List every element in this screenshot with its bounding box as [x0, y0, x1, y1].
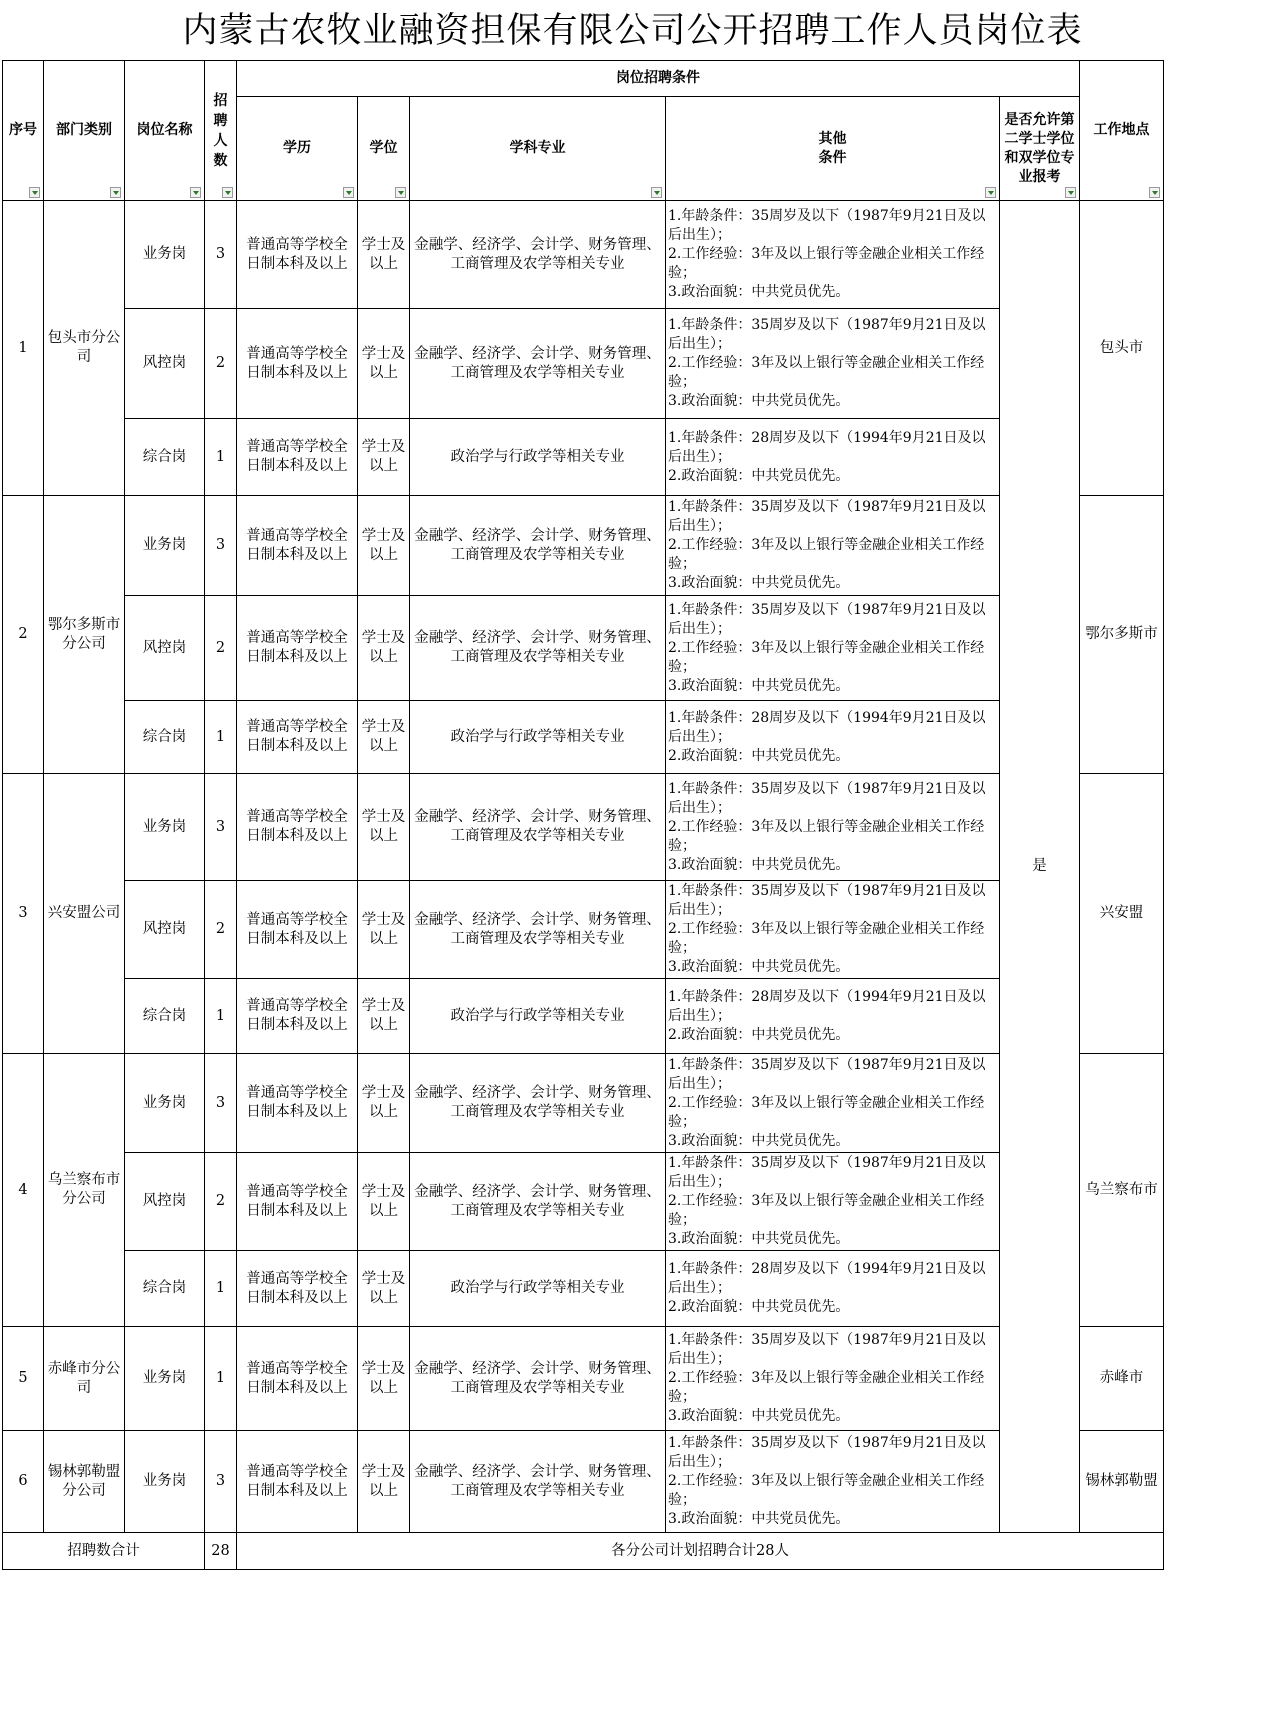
major-cell: 政治学与行政学等相关专业 — [410, 1251, 666, 1327]
location-cell: 乌兰察布市 — [1080, 1054, 1164, 1327]
filter-dropdown-icon[interactable] — [985, 187, 996, 198]
total-count: 28 — [205, 1533, 237, 1570]
major-cell: 金融学、经济学、会计学、财务管理、工商管理及农学等相关专业 — [410, 596, 666, 701]
major-cell: 金融学、经济学、会计学、财务管理、工商管理及农学等相关专业 — [410, 309, 666, 419]
header-dept: 部门类别 — [44, 61, 125, 201]
filter-dropdown-icon[interactable] — [222, 187, 233, 198]
header-conditions: 岗位招聘条件 — [237, 61, 1080, 97]
count-cell: 3 — [205, 496, 237, 596]
filter-dropdown-icon[interactable] — [190, 187, 201, 198]
recruitment-table — [2, 60, 1164, 1570]
major-cell: 金融学、经济学、会计学、财务管理、工商管理及农学等相关专业 — [410, 881, 666, 979]
education-cell: 普通高等学校全日制本科及以上 — [237, 1153, 358, 1251]
location-cell: 包头市 — [1080, 201, 1164, 496]
education-cell: 普通高等学校全日制本科及以上 — [237, 774, 358, 881]
count-cell: 2 — [205, 1153, 237, 1251]
filter-dropdown-icon[interactable] — [110, 187, 121, 198]
location-cell: 鄂尔多斯市 — [1080, 496, 1164, 774]
filter-dropdown-icon[interactable] — [1149, 187, 1160, 198]
table-row — [3, 1327, 1164, 1431]
education-cell: 普通高等学校全日制本科及以上 — [237, 1431, 358, 1533]
conditions-cell: 1.年龄条件：35周岁及以下（1987年9月21日及以后出生）； 2.工作经验：3年及以上银行等金融企业相关工作经验； 3.政治面貌：中共党员优先。 — [666, 1327, 1000, 1431]
post-cell: 业务岗 — [125, 774, 205, 881]
count-cell: 3 — [205, 774, 237, 881]
education-cell: 普通高等学校全日制本科及以上 — [237, 979, 358, 1054]
conditions-cell: 1.年龄条件：35周岁及以下（1987年9月21日及以后出生）； 2.工作经验：3年及以上银行等金融企业相关工作经验； 3.政治面貌：中共党员优先。 — [666, 1153, 1000, 1251]
major-cell: 政治学与行政学等相关专业 — [410, 419, 666, 496]
conditions-cell: 1.年龄条件：35周岁及以下（1987年9月21日及以后出生）； 2.工作经验：3年及以上银行等金融企业相关工作经验； 3.政治面貌：中共党员优先。 — [666, 1431, 1000, 1533]
post-cell: 业务岗 — [125, 1327, 205, 1431]
post-cell: 综合岗 — [125, 701, 205, 774]
count-cell: 1 — [205, 1327, 237, 1431]
degree-cell: 学士及以上 — [358, 1327, 410, 1431]
post-cell: 业务岗 — [125, 496, 205, 596]
degree-cell: 学士及以上 — [358, 1054, 410, 1153]
major-cell: 政治学与行政学等相关专业 — [410, 979, 666, 1054]
table-row — [3, 496, 1164, 596]
post-cell: 业务岗 — [125, 1054, 205, 1153]
degree-cell: 学士及以上 — [358, 774, 410, 881]
degree-cell: 学士及以上 — [358, 1431, 410, 1533]
dept-cell: 赤峰市分公司 — [44, 1327, 125, 1431]
seq-cell: 1 — [3, 201, 44, 496]
filter-dropdown-icon[interactable] — [1065, 187, 1076, 198]
count-cell: 2 — [205, 596, 237, 701]
header-seq: 序号 — [3, 61, 44, 201]
education-cell: 普通高等学校全日制本科及以上 — [237, 1054, 358, 1153]
count-cell: 3 — [205, 1431, 237, 1533]
dept-cell: 兴安盟公司 — [44, 774, 125, 1054]
dept-cell: 乌兰察布市分公司 — [44, 1054, 125, 1327]
header-location: 工作地点 — [1080, 61, 1164, 201]
education-cell: 普通高等学校全日制本科及以上 — [237, 496, 358, 596]
degree-cell: 学士及以上 — [358, 881, 410, 979]
degree-cell: 学士及以上 — [358, 701, 410, 774]
seq-cell: 4 — [3, 1054, 44, 1327]
education-cell: 普通高等学校全日制本科及以上 — [237, 309, 358, 419]
education-cell: 普通高等学校全日制本科及以上 — [237, 701, 358, 774]
count-cell: 3 — [205, 1054, 237, 1153]
education-cell: 普通高等学校全日制本科及以上 — [237, 1327, 358, 1431]
degree-cell: 学士及以上 — [358, 419, 410, 496]
table-row — [3, 701, 1164, 774]
degree-cell: 学士及以上 — [358, 309, 410, 419]
header-post: 岗位名称 — [125, 61, 205, 201]
major-cell: 金融学、经济学、会计学、财务管理、工商管理及农学等相关专业 — [410, 201, 666, 309]
conditions-cell: 1.年龄条件：28周岁及以下（1994年9月21日及以后出生）； 2.政治面貌：中共党员优先。 — [666, 419, 1000, 496]
filter-dropdown-icon[interactable] — [343, 187, 354, 198]
second-degree-cell: 是 — [1000, 201, 1080, 1533]
table-row — [3, 1251, 1164, 1327]
table-row — [3, 881, 1164, 979]
seq-cell: 5 — [3, 1327, 44, 1431]
total-note: 各分公司计划招聘合计28人 — [237, 1533, 1164, 1570]
seq-cell: 3 — [3, 774, 44, 1054]
conditions-cell: 1.年龄条件：35周岁及以下（1987年9月21日及以后出生）； 2.工作经验：3年及以上银行等金融企业相关工作经验； 3.政治面貌：中共党员优先。 — [666, 309, 1000, 419]
degree-cell: 学士及以上 — [358, 979, 410, 1054]
table-row — [3, 774, 1164, 881]
table-row — [3, 596, 1164, 701]
conditions-cell: 1.年龄条件：35周岁及以下（1987年9月21日及以后出生）； 2.工作经验：3年及以上银行等金融企业相关工作经验； 3.政治面貌：中共党员优先。 — [666, 774, 1000, 881]
total-label: 招聘数合计 — [3, 1533, 205, 1570]
education-cell: 普通高等学校全日制本科及以上 — [237, 881, 358, 979]
count-cell: 3 — [205, 201, 237, 309]
table-row — [3, 1153, 1164, 1251]
header-other: 其他 条件 — [666, 97, 1000, 201]
seq-cell: 6 — [3, 1431, 44, 1533]
dept-cell: 锡林郭勒盟分公司 — [44, 1431, 125, 1533]
table-row — [3, 201, 1164, 309]
education-cell: 普通高等学校全日制本科及以上 — [237, 1251, 358, 1327]
dept-cell: 鄂尔多斯市分公司 — [44, 496, 125, 774]
conditions-cell: 1.年龄条件：35周岁及以下（1987年9月21日及以后出生）； 2.工作经验：3年及以上银行等金融企业相关工作经验； 3.政治面貌：中共党员优先。 — [666, 881, 1000, 979]
count-cell: 1 — [205, 419, 237, 496]
seq-cell: 2 — [3, 496, 44, 774]
location-cell: 赤峰市 — [1080, 1327, 1164, 1431]
degree-cell: 学士及以上 — [358, 1153, 410, 1251]
table-row — [3, 1431, 1164, 1533]
degree-cell: 学士及以上 — [358, 1251, 410, 1327]
filter-dropdown-icon[interactable] — [651, 187, 662, 198]
conditions-cell: 1.年龄条件：35周岁及以下（1987年9月21日及以后出生）； 2.工作经验：3年及以上银行等金融企业相关工作经验； 3.政治面貌：中共党员优先。 — [666, 201, 1000, 309]
location-cell: 兴安盟 — [1080, 774, 1164, 1054]
conditions-cell: 1.年龄条件：28周岁及以下（1994年9月21日及以后出生）； 2.政治面貌：中共党员优先。 — [666, 1251, 1000, 1327]
header-major: 学科专业 — [410, 97, 666, 201]
major-cell: 金融学、经济学、会计学、财务管理、工商管理及农学等相关专业 — [410, 774, 666, 881]
conditions-cell: 1.年龄条件：28周岁及以下（1994年9月21日及以后出生）； 2.政治面貌：中共党员优先。 — [666, 701, 1000, 774]
post-cell: 风控岗 — [125, 596, 205, 701]
page-title: 内蒙古农牧业融资担保有限公司公开招聘工作人员岗位表 — [182, 11, 1083, 51]
table-row — [3, 979, 1164, 1054]
conditions-cell: 1.年龄条件：35周岁及以下（1987年9月21日及以后出生）； 2.工作经验：3年及以上银行等金融企业相关工作经验； 3.政治面貌：中共党员优先。 — [666, 1054, 1000, 1153]
location-cell: 锡林郭勒盟 — [1080, 1431, 1164, 1533]
post-cell: 综合岗 — [125, 979, 205, 1054]
dept-cell: 包头市分公司 — [44, 201, 125, 496]
degree-cell: 学士及以上 — [358, 596, 410, 701]
degree-cell: 学士及以上 — [358, 201, 410, 309]
post-cell: 风控岗 — [125, 881, 205, 979]
header-second-degree: 是否允许第二学士学位和双学位专业报考 — [1000, 97, 1080, 201]
education-cell: 普通高等学校全日制本科及以上 — [237, 201, 358, 309]
degree-cell: 学士及以上 — [358, 496, 410, 596]
count-cell: 1 — [205, 1251, 237, 1327]
education-cell: 普通高等学校全日制本科及以上 — [237, 419, 358, 496]
post-cell: 综合岗 — [125, 419, 205, 496]
major-cell: 金融学、经济学、会计学、财务管理、工商管理及农学等相关专业 — [410, 1431, 666, 1533]
conditions-cell: 1.年龄条件：28周岁及以下（1994年9月21日及以后出生）； 2.政治面貌：中共党员优先。 — [666, 979, 1000, 1054]
count-cell: 1 — [205, 701, 237, 774]
major-cell: 金融学、经济学、会计学、财务管理、工商管理及农学等相关专业 — [410, 1054, 666, 1153]
post-cell: 业务岗 — [125, 1431, 205, 1533]
table-row — [3, 1054, 1164, 1153]
conditions-cell: 1.年龄条件：35周岁及以下（1987年9月21日及以后出生）； 2.工作经验：3年及以上银行等金融企业相关工作经验； 3.政治面貌：中共党员优先。 — [666, 596, 1000, 701]
count-cell: 1 — [205, 979, 237, 1054]
header-education: 学历 — [237, 97, 358, 201]
filter-dropdown-icon[interactable] — [29, 187, 40, 198]
table-row — [3, 419, 1164, 496]
post-cell: 风控岗 — [125, 309, 205, 419]
post-cell: 综合岗 — [125, 1251, 205, 1327]
header-count: 招聘人数 — [205, 61, 237, 201]
education-cell: 普通高等学校全日制本科及以上 — [237, 596, 358, 701]
conditions-cell: 1.年龄条件：35周岁及以下（1987年9月21日及以后出生）； 2.工作经验：3年及以上银行等金融企业相关工作经验； 3.政治面貌：中共党员优先。 — [666, 496, 1000, 596]
count-cell: 2 — [205, 309, 237, 419]
table-row — [3, 309, 1164, 419]
major-cell: 金融学、经济学、会计学、财务管理、工商管理及农学等相关专业 — [410, 496, 666, 596]
major-cell: 金融学、经济学、会计学、财务管理、工商管理及农学等相关专业 — [410, 1327, 666, 1431]
major-cell: 金融学、经济学、会计学、财务管理、工商管理及农学等相关专业 — [410, 1153, 666, 1251]
header-degree: 学位 — [358, 97, 410, 201]
post-cell: 业务岗 — [125, 201, 205, 309]
count-cell: 2 — [205, 881, 237, 979]
major-cell: 政治学与行政学等相关专业 — [410, 701, 666, 774]
post-cell: 风控岗 — [125, 1153, 205, 1251]
filter-dropdown-icon[interactable] — [395, 187, 406, 198]
